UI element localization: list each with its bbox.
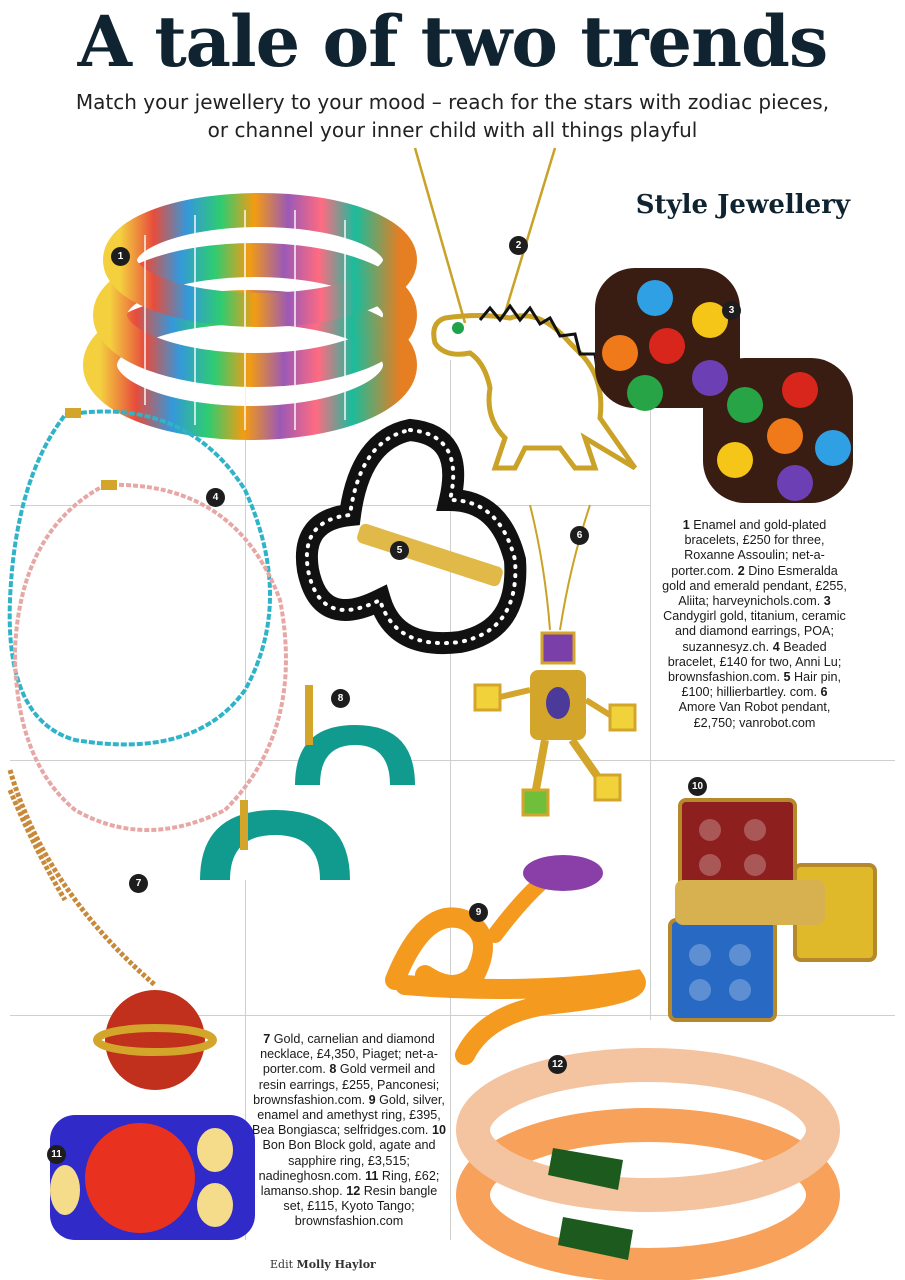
item-number-badge: 11 bbox=[47, 1145, 66, 1164]
page-subtitle bbox=[0, 88, 905, 144]
section-label: Style Jewellery bbox=[635, 190, 850, 220]
item-number-badge: 5 bbox=[390, 541, 409, 560]
item-number-badge: 8 bbox=[331, 689, 350, 708]
page-title: A tale of two trends bbox=[77, 0, 828, 83]
caption-text: Gold vermeil and resin earrings, £255, Panconesi; brownsfashion.com. bbox=[253, 1062, 440, 1107]
bangle-set-image bbox=[458, 1045, 838, 1275]
item-number-badge: 3 bbox=[722, 301, 741, 320]
item-number-badge: 7 bbox=[129, 874, 148, 893]
caption-text: Bon Bon Block gold, agate and sapphire ring, £3,515; nadineghosn.com. bbox=[258, 1138, 436, 1183]
caption-number: 8 bbox=[329, 1062, 337, 1077]
caption-number: 4 bbox=[772, 639, 780, 654]
caption-number: 10 bbox=[431, 1123, 446, 1138]
caption-text: Gold, silver, enamel and amethyst ring, £395, Bea Bongiasca; selfridges.com. bbox=[252, 1092, 445, 1138]
caption-block-right bbox=[662, 518, 847, 731]
caption-text: Beaded bracelet, £140 for two, Anni Lu; brownsfashion.com. bbox=[667, 639, 842, 685]
caption-number: 6 bbox=[820, 685, 828, 700]
item-number-badge: 2 bbox=[509, 236, 528, 255]
caption-number: 5 bbox=[783, 670, 791, 685]
item-number-badge: 6 bbox=[570, 526, 589, 545]
item-number-badge: 4 bbox=[206, 488, 225, 507]
caption-number: 12 bbox=[346, 1184, 361, 1199]
caption-number: 2 bbox=[737, 563, 745, 578]
edit-label: Edit bbox=[270, 1258, 294, 1271]
subtitle-line: Match your jewellery to your mood – reach for the stars with zodiac pieces, bbox=[75, 90, 830, 114]
caption-text: Candygirl gold, titanium, ceramic and diamond earrings, POA; suzannesyz.ch. bbox=[663, 609, 846, 654]
subtitle-line: or channel your inner child with all things playful bbox=[207, 118, 698, 142]
item-number-badge: 12 bbox=[548, 1055, 567, 1074]
item-number-badge: 9 bbox=[469, 903, 488, 922]
caption-text: Hair pin, £100; hillierbartley. com. bbox=[681, 670, 841, 700]
editor-credit bbox=[270, 1258, 376, 1271]
robot-pendant-image bbox=[470, 505, 640, 815]
caption-number: 3 bbox=[823, 594, 831, 609]
caption-text: Dino Esmeralda gold and emerald pendant, £255, Aliita; harveynichols.com. bbox=[662, 563, 847, 609]
caption-text: Ring, £62; lamanso.shop. bbox=[260, 1168, 440, 1199]
item-number-badge: 1 bbox=[111, 247, 130, 266]
block-ring-image bbox=[660, 780, 890, 1030]
resin-ring-image bbox=[45, 1110, 260, 1245]
caption-block-bottom bbox=[250, 1032, 448, 1230]
caption-text: Resin bangle set, £115, Kyoto Tango; brownsfashion.com bbox=[283, 1184, 438, 1229]
carnelian-necklace-image bbox=[5, 770, 220, 1100]
caption-number: 7 bbox=[263, 1032, 271, 1046]
editor-name: Molly Haylor bbox=[296, 1258, 376, 1271]
caption-number: 9 bbox=[368, 1092, 376, 1107]
caption-number: 11 bbox=[365, 1168, 379, 1183]
caption-number: 1 bbox=[682, 518, 690, 532]
caption-text: Gold, carnelian and diamond necklace, £4,350, Piaget; net-a-porter.com. bbox=[260, 1032, 438, 1077]
caption-text: Amore Van Robot pendant, £2,750; vanrobot.com bbox=[678, 700, 831, 730]
caption-text: Enamel and gold-plated bracelets, £250 for three, Roxanne Assoulin; net-a-porter.com. bbox=[671, 518, 827, 578]
item-number-badge: 10 bbox=[688, 777, 707, 796]
